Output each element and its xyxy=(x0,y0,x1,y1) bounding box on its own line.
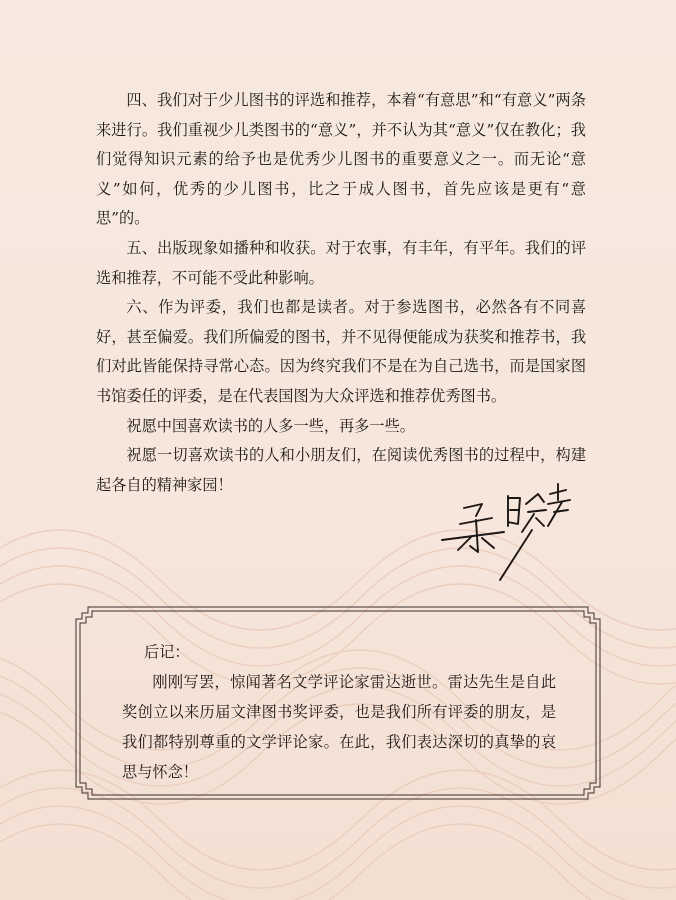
wish-paragraph-one: 祝愿中国喜欢读书的人多一些，再多一些。 xyxy=(126,416,415,435)
wish-paragraph-two: 祝愿一切喜欢读书的人和小朋友们，在阅读优秀图书的过程中，构建起各自的精神家园！ xyxy=(96,446,586,494)
letter-body xyxy=(96,86,586,500)
handwritten-signature xyxy=(430,480,580,585)
postscript-content xyxy=(122,637,556,787)
paragraph-five: 五、出版现象如播种和收获。对于农事，有丰年，有平年。我们的评选和推荐，不可能不受此种影响。 xyxy=(96,238,586,287)
postscript-box xyxy=(74,605,602,801)
postscript-body: 刚刚写罢，惊闻著名文学评论家雷达逝世。雷达先生是自此奖创立以来历届文津图书奖评委，也是我们所有评委的朋友，是我们都特别尊重的文学评论家。在此，我们表达深切的真挚的哀思与怀念！ xyxy=(122,673,556,781)
paragraph-six: 六、作为评委，我们也都是读者。对于参选图书，必然各有不同喜好，甚至偏爱。我们所偏爱的图书，并不见得便能成为获奖和推荐书，我们对此皆能保持寻常心态。因为终究我们不是在为自己选书，而是国家图书馆委任的评委，是在代表国图为大众评选和推荐优秀图书。 xyxy=(96,298,586,405)
postscript-title: 后记： xyxy=(144,643,190,661)
paragraph-four: 四、我们对于少儿图书的评选和推荐，本着“有意思”和“有意义”两条来进行。我们重视少儿类图书的“意义”，并不认为其“意义”仅在教化；我们觉得知识元素的给予也是优秀少儿图书的重要意义之一。而无论“意义”如何，优秀的少儿图书，比之于成人图书，首先应该是更有“意思”的。 xyxy=(96,91,586,228)
